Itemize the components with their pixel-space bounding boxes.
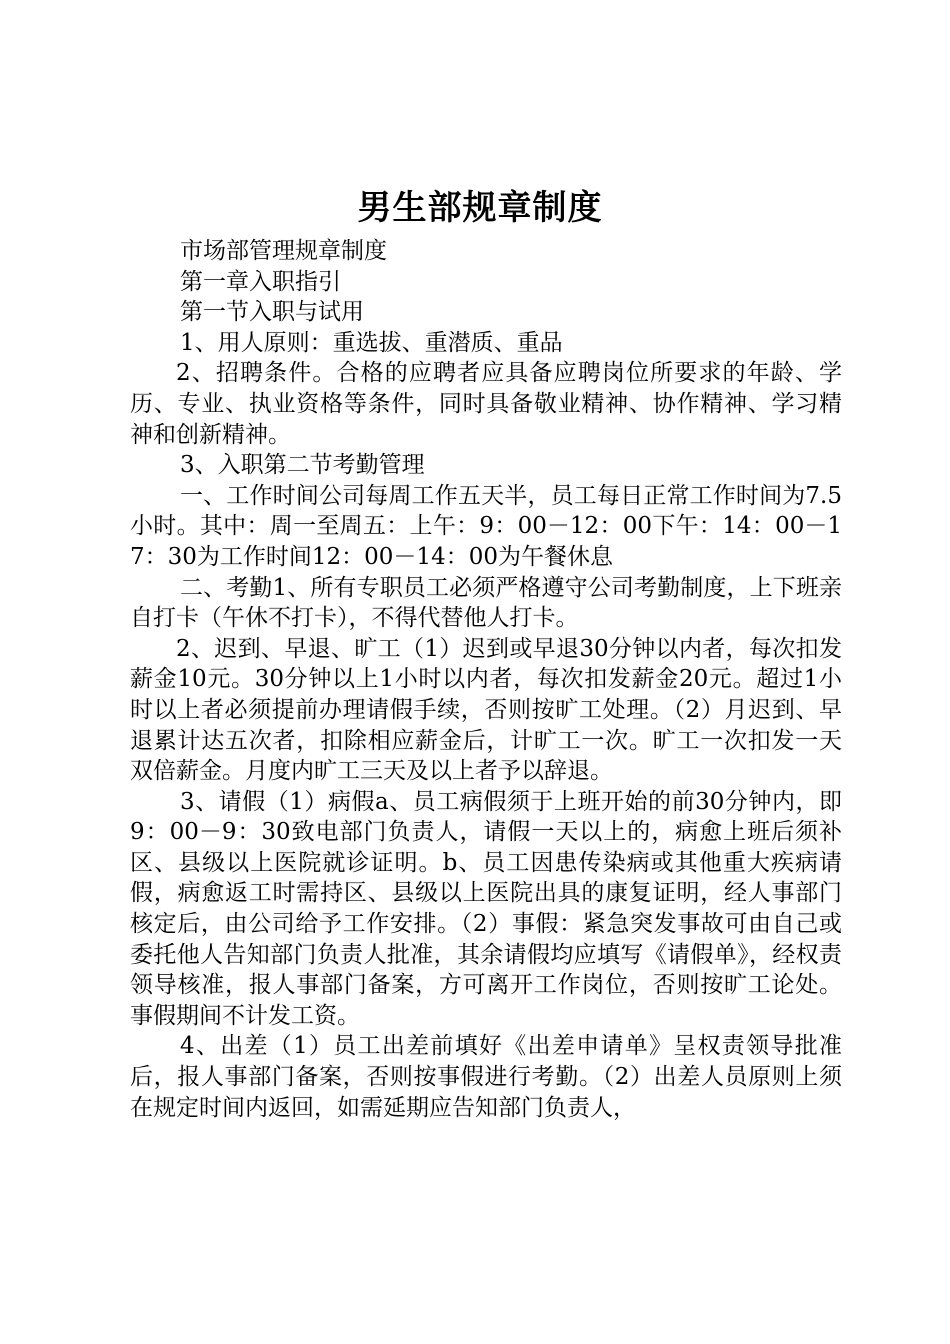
document-body <box>130 236 842 1123</box>
paragraph: 4、出差（1）员工出差前填好《出差申请单》呈权责领导批准后，报人事部门备案，否则按事假进行考勤。（2）出差人员原则上须在规定时间内返回，如需延期应告知部门负责人， <box>130 1033 842 1121</box>
document-title: 男生部规章制度 <box>357 188 603 228</box>
paragraph: 市场部管理规章制度 <box>180 238 387 264</box>
paragraph: 二、考勤1、所有专职员工必须严格遵守公司考勤制度，上下班亲自打卡（午休不打卡），不得代替他人打卡。 <box>130 574 842 632</box>
paragraph: 第一节入职与试用 <box>180 299 364 326</box>
paragraph: 2、招聘条件。合格的应聘者应具备应聘岗位所要求的年龄、学历、专业、执业资格等条件，同时具备敬业精神、协作精神、学习精神和创新精神。 <box>130 360 842 448</box>
paragraph: 一、工作时间公司每周工作五天半，员工每日正常工作时间为7.5小时。其中：周一至周五：上午：9：00－12：00下午：14：00－17：30为工作时间12：00－14：00为午餐休息 <box>130 482 842 570</box>
paragraph: 3、入职第二节考勤管理 <box>180 452 425 479</box>
paragraph: 第一章入职指引 <box>180 268 341 295</box>
paragraph: 3、请假（1）病假a、员工病假须于上班开始的前30分钟内，即9：00－9：30致电部门负责人，请假一天以上的，病愈上班后须补区、县级以上医院就诊证明。b、员工因患传染病或其他重大疾病请假，病愈返工时需持区、县级以上医院出具的康复证明，经人事部门核定后，由公司给予工作安排。（2）事假：紧急突发事故可由自己或委托他人告知部门负责人批准，其余请假均应填写《请假单》，经权责领导核准，报人事部门备案，方可离开工作岗位，否则按旷工论处。事假期间不计发工资。 <box>130 788 842 1029</box>
paragraph: 1、用人原则：重选拔、重潜质、重品 <box>180 329 563 356</box>
paragraph: 2、迟到、早退、旷工（1）迟到或早退30分钟以内者，每次扣发薪金10元。30分钟以上1小时以内者，每次扣发薪金20元。超过1小时以上者必须提前办理请假手续，否则按旷工处理。（2）月迟到、早退累计达五次者，扣除相应薪金后，计旷工一次。旷工一次扣发一天双倍薪金。月度内旷工三天及以上者予以辞退。 <box>130 635 842 785</box>
